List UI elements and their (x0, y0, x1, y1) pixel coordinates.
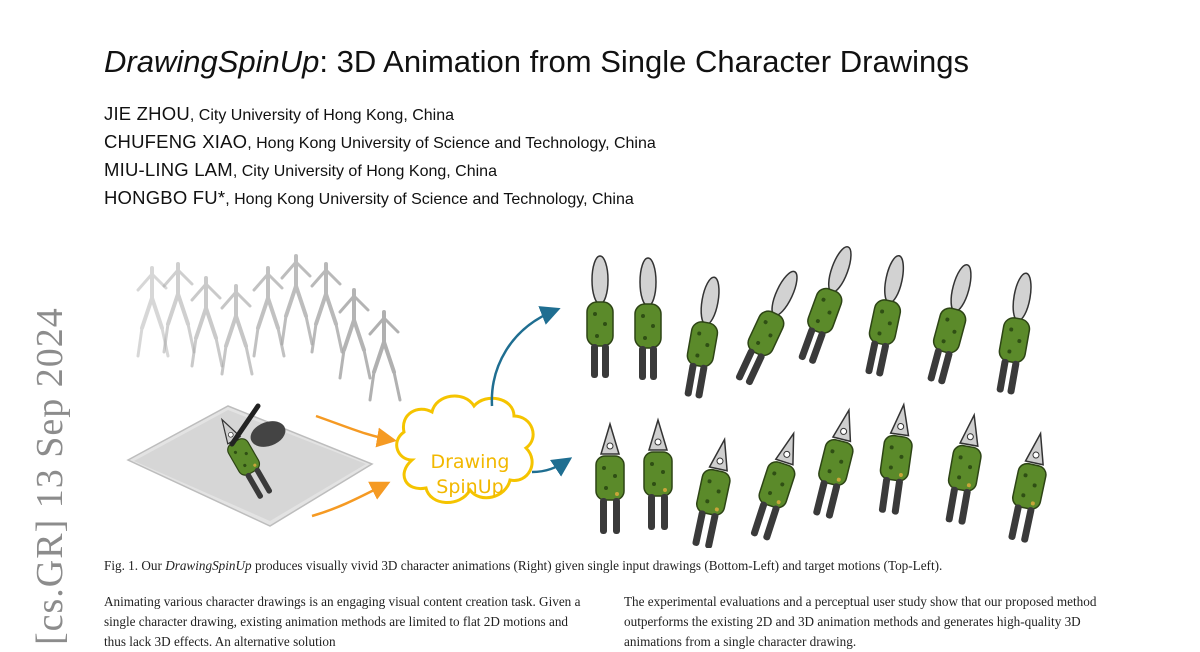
motion-input-arrow (316, 416, 392, 440)
author-line (104, 156, 656, 184)
output-animation-top-row (587, 242, 1039, 399)
figure-caption (104, 558, 942, 574)
abstract-column-right (624, 592, 1109, 652)
cloud-label (400, 450, 540, 500)
author-name: HONGBO FU* (104, 187, 226, 208)
title-method-name: DrawingSpinUp (104, 44, 320, 79)
output-animation-bottom-row (596, 403, 1054, 548)
cloud-label-line1: Drawing (430, 451, 510, 473)
abstract-paragraph: Animating various character drawings is an engaging visual content creation task. Given a single character drawing, existing animation methods are limited to flat 2D motions and thus lack 3D effects. An alternative solution (104, 594, 581, 649)
author-affiliation: , City University of Hong Kong, China (232, 163, 497, 180)
author-name: CHUFENG XIAO (104, 131, 248, 152)
author-line (104, 100, 656, 128)
paper-title (104, 44, 969, 80)
skeleton-motion-sequence (138, 256, 400, 400)
author-affiliation: , Hong Kong University of Science and Technology, China (247, 135, 656, 152)
author-name: JIE ZHOU (104, 103, 190, 124)
author-list (104, 100, 656, 212)
arxiv-side-stamp: [cs.GR] 13 Sep 2024 (29, 307, 71, 645)
abstract-paragraph: The experimental evaluations and a perceptual user study show that our proposed method outperforms the existing 2D and 3D animation methods and generates high-quality 3D animations from a single character drawing. (624, 594, 1097, 649)
title-rest: : 3D Animation from Single Character Drawings (319, 44, 969, 79)
cloud-label-line2: SpinUp (436, 476, 504, 498)
author-affiliation: , Hong Kong University of Science and Technology, China (225, 191, 634, 208)
teaser-figure (100, 228, 1100, 548)
caption-prefix: Fig. 1. Our (104, 558, 166, 573)
author-affiliation: , City University of Hong Kong, China (189, 107, 455, 124)
author-line (104, 128, 656, 156)
author-line (104, 184, 656, 212)
author-name: MIU-LING LAM (104, 159, 233, 180)
caption-text: produces visually vivid 3D character animations (Right) given single input drawings (Bottom-Left) and target motions (Top-Left). (251, 558, 943, 573)
abstract-column-left (104, 592, 589, 652)
output-arrow-top (492, 310, 556, 406)
caption-method-name: DrawingSpinUp (165, 558, 252, 573)
